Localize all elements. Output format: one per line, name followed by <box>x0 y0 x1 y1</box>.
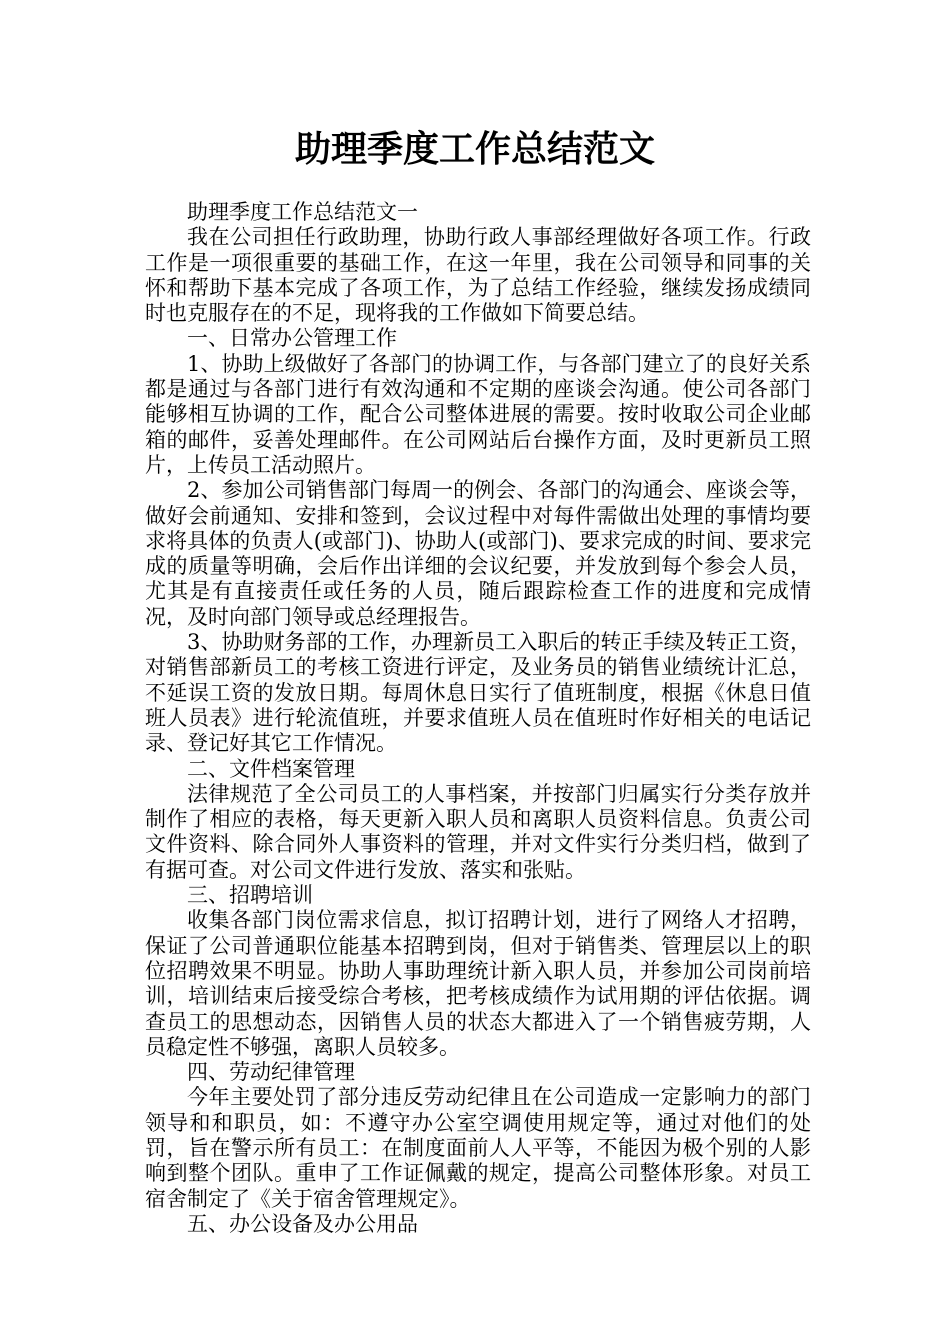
paragraph-item-3: 3、协助财务部的工作，办理新员工入职后的转正手续及转正工资，对销售部新员工的考核工资进行评定，及业务员的销售业绩统计汇总，不延误工资的发放日期。每周休息日实行了值班制度，根据《休息日值班人员表》进行轮流值班，并要求值班人员在值班时作好相关的电话记录、登记好其它工作情况。 <box>145 630 811 756</box>
paragraph-recruitment: 收集各部门岗位需求信息，拟订招聘计划，进行了网络人才招聘，保证了公司普通职位能基本招聘到岗，但对于销售类、管理层以上的职位招聘效果不明显。协助人事助理统计新入职人员，并参加公司岗前培训，培训结束后接受综合考核，把考核成绩作为试用期的评估依据。调查员工的思想动态，因销售人员的状态大都进入了一个销售疲劳期，人员稳定性不够强，离职人员较多。 <box>145 908 811 1059</box>
paragraph-intro-heading: 助理季度工作总结范文一 <box>187 200 418 224</box>
paragraph-file-archive: 法律规范了全公司员工的人事档案，并按部门归属实行分类存放并制作了相应的表格，每天更新入职人员和离职人员资料信息。负责公司文件资料、除合同外人事资料的管理，并对文件实行分类归档，做到了有据可查。对公司文件进行发放、落实和张贴。 <box>145 781 811 882</box>
document-body <box>145 200 811 1237</box>
paragraph-item-2: 2、参加公司销售部门每周一的例会、各部门的沟通会、座谈会等，做好会前通知、安排和签到，会议过程中对每件需做出处理的事情均要求将具体的负责人(或部门)、协助人(或部门)、要求完成的时间、要求完成的质量等明确，会后作出详细的会议纪要，并发放到每个参会人员，尤其是有直接责任或任务的人员，随后跟踪检查工作的进度和完成情况，及时向部门领导或总经理报告。 <box>145 478 811 629</box>
paragraph-intro: 我在公司担任行政助理，协助行政人事部经理做好各项工作。行政工作是一项很重要的基础工作，在这一年里，我在公司领导和同事的关怀和帮助下基本完成了各项工作，为了总结工作经验，继续发扬成绩同时也克服存在的不足，现将我的工作做如下简要总结。 <box>145 225 811 326</box>
section-heading-labor-discipline: 四、劳动纪律管理 <box>187 1060 355 1085</box>
section-heading-file-archive: 二、文件档案管理 <box>187 756 355 781</box>
paragraph-item-1: 1、协助上级做好了各部门的协调工作，与各部门建立了的良好关系都是通过与各部门进行有效沟通和不定期的座谈会沟通。使公司各部门能够相互协调的工作，配合公司整体进展的需要。按时收取公司企业邮箱的邮件，妥善处理邮件。在公司网站后台操作方面，及时更新员工照片，上传员工活动照片。 <box>145 351 811 477</box>
section-heading-recruitment: 三、招聘培训 <box>187 883 313 908</box>
section-heading-office-equipment: 五、办公设备及办公用品 <box>187 1211 418 1236</box>
section-heading-daily-office: 一、日常办公管理工作 <box>187 326 397 351</box>
paragraph-labor-discipline: 今年主要处罚了部分违反劳动纪律且在公司造成一定影响力的部门领导和和职员，如：不遵守办公室空调使用规定等，通过对他们的处罚，旨在警示所有员工：在制度面前人人平等，不能因为极个别的人影响到整个团队。重申了工作证佩戴的规定，提高公司整体形象。对员工宿舍制定了《关于宿舍管理规定》。 <box>145 1085 811 1211</box>
document-title: 助理季度工作总结范文 <box>294 129 655 170</box>
